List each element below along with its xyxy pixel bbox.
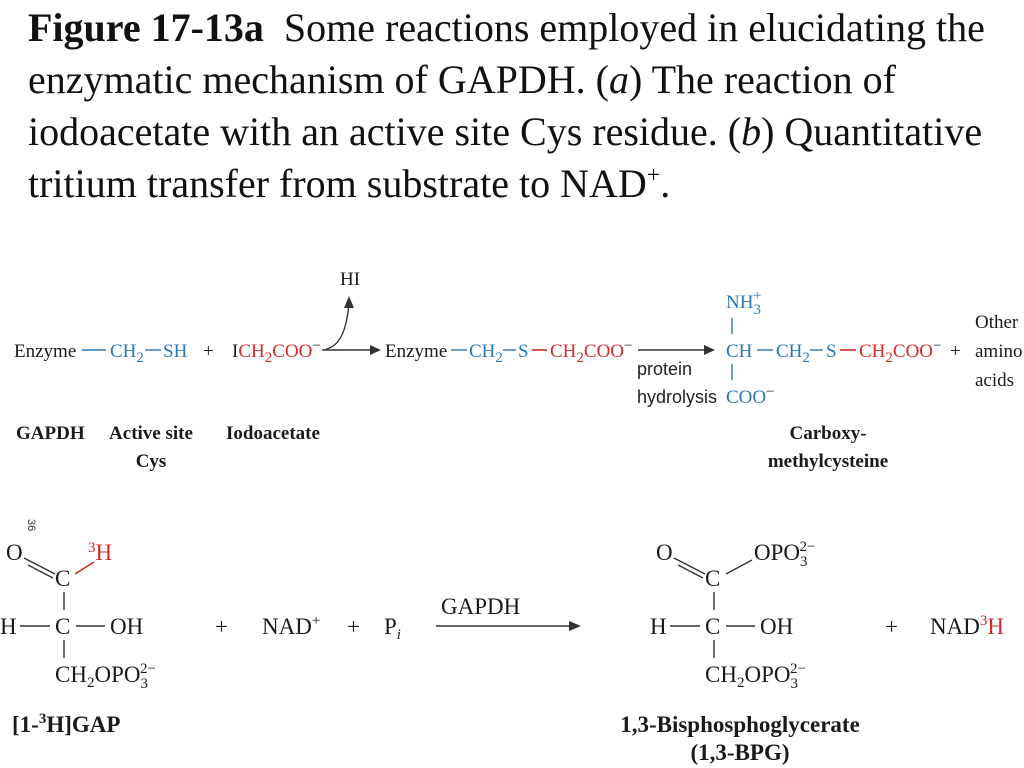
caption-text-3: ) Quantitative tritium transfer from substrate to NAD <box>28 109 983 206</box>
tritium-bond <box>75 562 94 574</box>
label-cys: Cys <box>135 451 167 472</box>
tritium-h: $^3$H <box>88 540 113 565</box>
caption-part-b: b <box>741 109 762 154</box>
cmc-coo: COO− <box>726 384 775 408</box>
cmc-ch2coo: $CH_2COO^-$ <box>859 338 942 366</box>
carbon-2: C <box>705 614 721 639</box>
hi-byproduct: HI <box>340 269 361 290</box>
ch2opo3-group: $CH_2OPO_32-$ <box>55 661 156 692</box>
reaction-b <box>0 519 1004 765</box>
product-ch2: $CH_2$ <box>469 341 503 366</box>
plus-sign: + <box>215 614 228 639</box>
reaction-a <box>14 269 1023 472</box>
label-bpg: 1,3-Bisphosphoglycerate <box>620 712 860 737</box>
byproduct-curved-arrow <box>326 302 349 349</box>
arrowhead <box>704 345 715 355</box>
acids-label: acids <box>975 370 1015 391</box>
plus-sign: + <box>347 614 360 639</box>
bond <box>726 560 752 574</box>
carbon-2: C <box>55 614 71 639</box>
alpha-ch: CH <box>726 341 753 362</box>
nad-3h-product: NAD$^3$H <box>930 613 1004 639</box>
ch2opo3-group: $CH_2OPO_32-$ <box>705 661 806 692</box>
nad-reactant: NAD+ <box>262 613 321 639</box>
label-active-site: Active site <box>109 423 193 444</box>
acyl-phosphate: $OPO_32-$ <box>754 539 816 570</box>
caption-superscript: + <box>646 162 661 189</box>
caption-part-a: a <box>608 57 629 102</box>
arrow-label-hydrolysis: hydrolysis <box>637 387 718 407</box>
other-label: Other <box>975 312 1019 333</box>
label-bpg-abbrev: (1,3-BPG) <box>690 740 790 765</box>
label-gapdh: GAPDH <box>16 423 85 444</box>
reactant-sh: SH <box>163 341 188 362</box>
oh-group: OH <box>760 614 794 639</box>
arrow-label-protein: protein <box>637 359 693 379</box>
plus-sign: + <box>950 341 961 362</box>
arrowhead <box>569 621 581 631</box>
label-iodoacetate: Iodoacetate <box>226 423 320 444</box>
cmc-ch2: $CH_2$ <box>776 341 810 366</box>
arrowhead <box>370 345 381 355</box>
caption-text-4: . <box>660 161 671 206</box>
iodoacetate-formula: $ICH_2COO^-$ <box>232 338 321 366</box>
byproduct-arrowhead <box>344 296 354 308</box>
product-ch2coo: $CH_2COO^-$ <box>550 338 633 366</box>
slide-number: 36 <box>25 519 37 532</box>
product-s: S <box>518 341 529 362</box>
carbonyl-o: O <box>656 540 673 565</box>
caption-text-2: ) The reaction of iodoacetate with an active site Cys residue. ( <box>28 57 896 154</box>
nh3-group: $NH_3+$ <box>726 288 762 318</box>
product-enzyme: Enzyme <box>385 341 448 362</box>
amino-label: amino <box>975 341 1023 362</box>
label-carboxy: Carboxy- <box>789 423 867 444</box>
carbonyl-o: O <box>6 540 23 565</box>
oh-group: OH <box>110 614 144 639</box>
h-atom: H <box>0 614 17 639</box>
reactant-enzyme: Enzyme <box>14 341 77 362</box>
label-methylcysteine: methylcysteine <box>767 451 889 472</box>
plus-sign: + <box>885 614 898 639</box>
carbon-1: C <box>55 566 71 591</box>
label-gap: [1-$^3$H]GAP <box>12 711 121 737</box>
cmc-s: S <box>826 341 837 362</box>
reactant-ch2: $CH_2$ <box>110 341 144 366</box>
arrow-label-gapdh: GAPDH <box>441 594 521 619</box>
h-atom: H <box>650 614 667 639</box>
figure-label: Figure 17-13a <box>28 5 264 50</box>
carbon-1: C <box>705 566 721 591</box>
plus-sign: + <box>203 341 214 362</box>
caption-text-1: Some reactions employed in elucidating the enzymatic mechanism of GAPDH. ( <box>28 5 985 102</box>
pi: $P_i$ <box>384 614 401 643</box>
